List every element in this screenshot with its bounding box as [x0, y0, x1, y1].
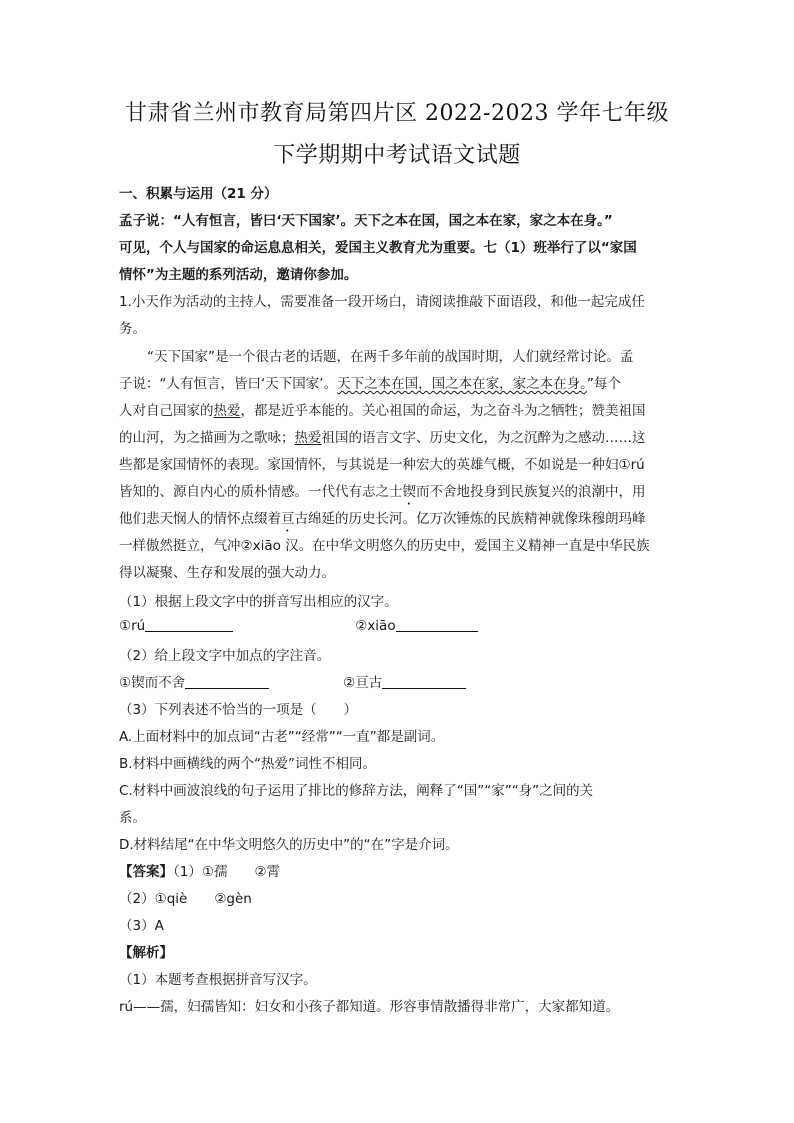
option-a: A.上面材料中的加点词“古老”“经常”“一直”都是副词。 [119, 729, 445, 745]
question-1-line-2: 务。 [119, 321, 146, 337]
answer-text: （1）①孺 ②霄 [173, 864, 281, 880]
intro-line-2: 可见，个人与国家的命运息息相关，爱国主义教育尤为重要。七（1）班举行了以“家国 [119, 240, 637, 256]
wavy-underlined-sentence: 天下之本在国，国之本在家，家之本在身。 [337, 376, 587, 392]
answer-label: 【答案】 [119, 864, 173, 880]
passage-line-4 [119, 426, 646, 446]
answer-line-3: （3）A [119, 918, 164, 934]
option-d: D.材料结尾“在中华文明悠久的历史中”的“在”字是介词。 [119, 837, 459, 853]
answer-blank [185, 674, 269, 689]
analysis-label: 【解析】 [119, 945, 173, 961]
passage-line-2 [119, 372, 621, 392]
option-c-line-1: C.材料中画波浪线的句子运用了排比的修辞方法，阐释了“国”“家”“身”之间的关 [119, 783, 594, 799]
blank-label: ②亘古 [343, 675, 383, 691]
passage-text: “天下国家”是一个很古老的话题，在两千多年前的战国时期，人们就经常讨论。孟 [147, 349, 634, 365]
passage-text: 的山河，为之描画为之歌咏； [119, 430, 295, 446]
dotted-char: 锲 [402, 484, 416, 500]
passage-line-5: 些都是家国情怀的表现。家国情怀，与其说是一种宏大的英雄气概，不如说是一种妇①rú [119, 457, 645, 473]
answer-line-2: （2）①qiè ②gèn [119, 891, 252, 907]
sub-question-1: （1）根据上段文字中的拼音写出相应的汉字。 [119, 594, 398, 610]
passage-text: ，都是近乎本能的。关心祖国的命运，为之奋斗为之牺牲；赞美祖国 [240, 403, 646, 419]
passage-text: 祖国的语言文字、历史文化，为之沉醉为之感动……这 [321, 430, 646, 446]
passage-line-9: 得以凝聚、生存和发展的强大动力。 [119, 565, 335, 581]
passage-line-1 [147, 345, 634, 365]
passage-line-7: 他们悲天悯人的情怀点缀着亘古绵延的历史长河。亿万次锤炼的民族精神就像珠穆朗玛峰 [119, 511, 646, 527]
intro-line-3: 情怀”为主题的系列活动，邀请你参加。 [119, 267, 358, 283]
sub-question-2-blanks [119, 671, 466, 691]
blank-label: ①锲而不舍 [119, 675, 186, 691]
passage-text: ”每个 [586, 376, 621, 392]
option-c-line-2: 系。 [119, 810, 146, 826]
section-heading: 一、积累与运用（21 分） [119, 186, 278, 202]
title-line-1: 甘肃省兰州市教育局第四片区 2022-2023 学年七年级 [125, 101, 669, 126]
dotted-char: 亘 [281, 511, 295, 527]
passage-text: 人对自己国家的 [119, 403, 214, 419]
answer-blank [396, 617, 478, 632]
answer-blank [145, 617, 233, 632]
passage-line-8: 一样傲然挺立，气冲②xiāo 汉。在中华文明悠久的历史中，爱国主义精神一直是中华民族 [119, 538, 650, 554]
answer-line-1 [119, 860, 280, 880]
analysis-line-2: rú——孺，妇孺皆知：妇女和小孩子都知道。形容事情散播得非常广，大家都知道。 [119, 999, 620, 1015]
analysis-line-1: （1）本题考查根据拼音写汉字。 [119, 972, 317, 988]
title-line-2: 下学期期中考试语文试题 [273, 143, 521, 168]
blank-label: ①rú [119, 618, 146, 634]
option-b: B.材料中画横线的两个“热爱”词性不相同。 [119, 756, 377, 772]
underlined-word: 热爱 [294, 430, 322, 446]
underlined-word: 热爱 [213, 403, 241, 419]
intro-line-1: 孟子说：“人有恒言，皆曰‘天下国家’。天下之本在国，国之本在家，家之本在身。” [119, 213, 613, 229]
passage-text: 子说：“人有恒言，皆曰‘天下国家’。 [119, 376, 338, 392]
blank-label: ②xiāo [355, 618, 396, 634]
question-1-line-1: 1.小天作为活动的主持人，需要准备一段开场白，请阅读推敲下面语段，和他一起完成任 [119, 294, 645, 310]
sub-question-2: （2）给上段文字中加点的字注音。 [119, 648, 331, 664]
passage-line-6: 皆知的、源自内心的质朴情感。一代代有志之士锲而不舍地投身到民族复兴的浪潮中，用 [119, 484, 646, 500]
passage-line-3 [119, 399, 646, 419]
answer-blank [382, 674, 466, 689]
sub-question-3: （3）下列表述不恰当的一项是（ ） [119, 702, 358, 718]
sub-question-1-blanks [119, 617, 478, 634]
